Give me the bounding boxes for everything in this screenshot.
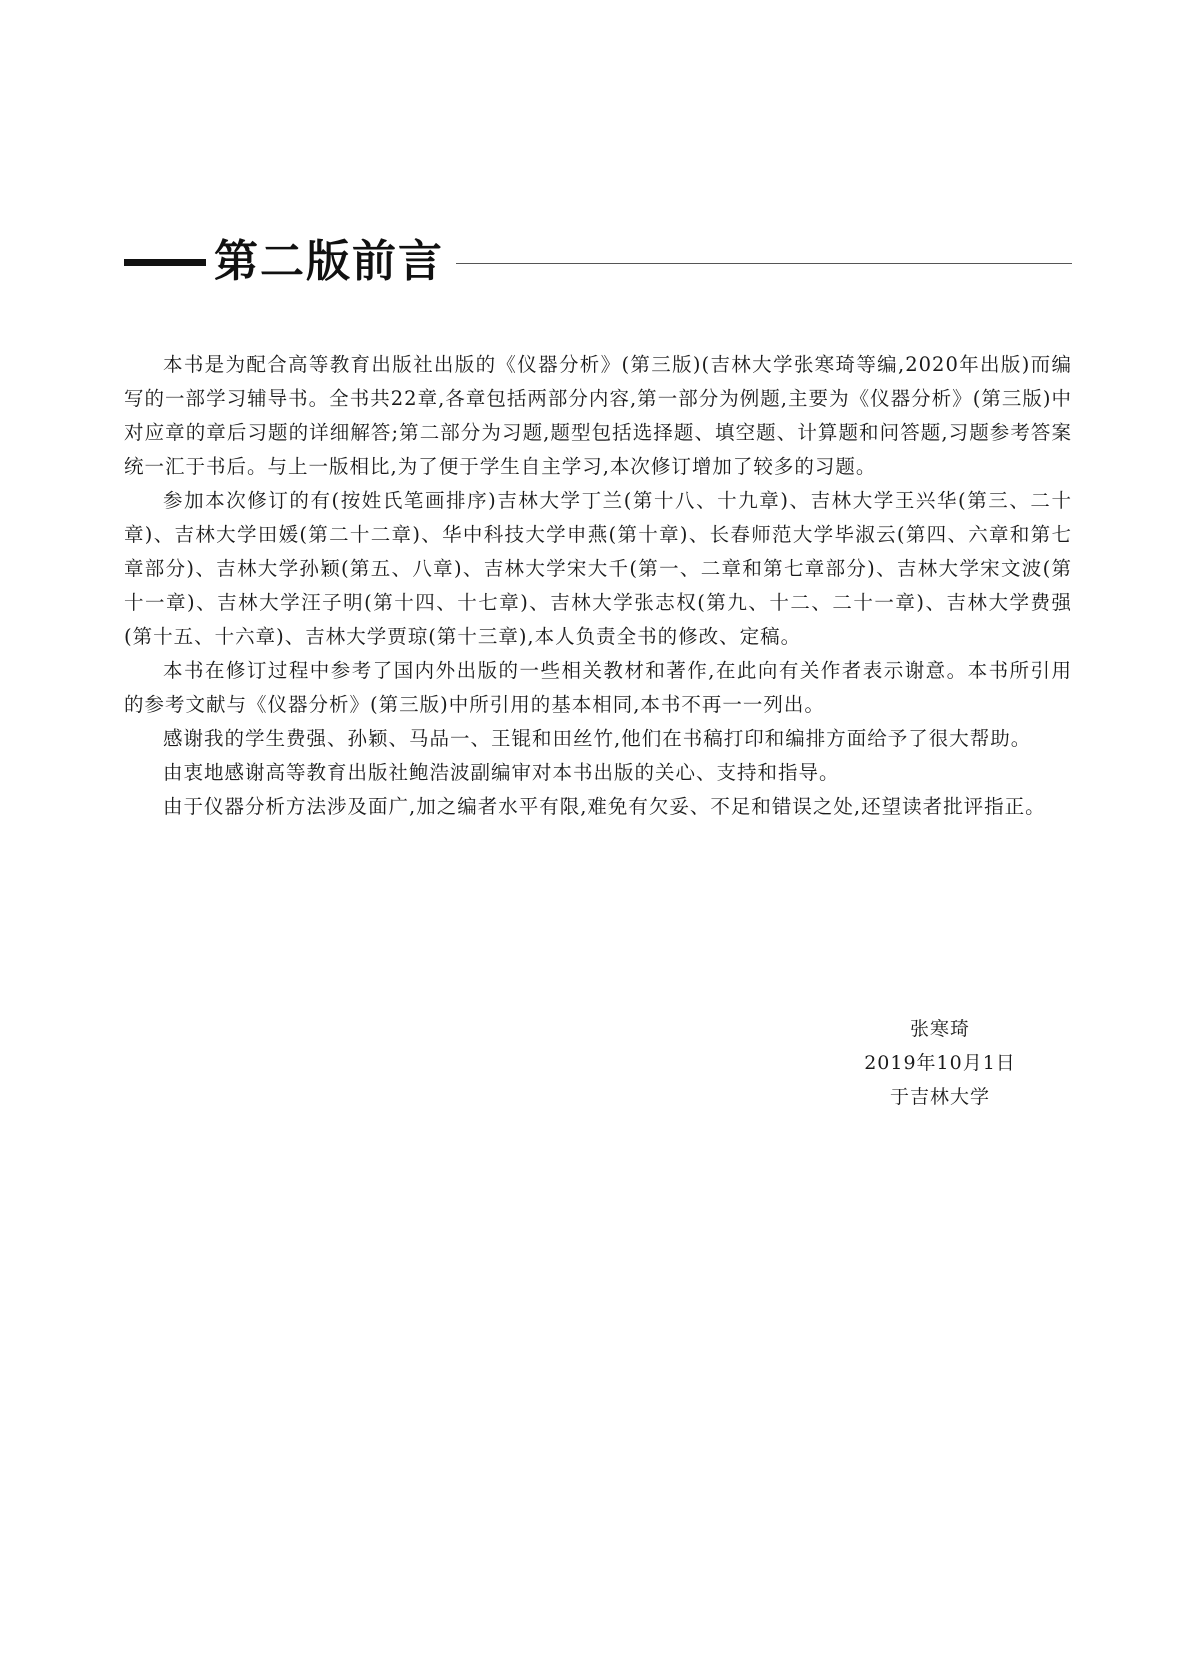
- paragraph-1: 本书是为配合高等教育出版社出版的《仪器分析》(第三版)(吉林大学张寒琦等编,2020年出版)而编写的一部学习辅导书。全书共22章,各章包括两部分内容,第一部分为例题,主要为《仪器分析》(第三版)中对应章的章后习题的详细解答;第二部分为习题,题型包括选择题、填空题、计算题和问答题,习题参考答案统一汇于书后。与上一版相比,为了便于学生自主学习,本次修订增加了较多的习题。: [124, 353, 1072, 478]
- paragraph-3: 本书在修订过程中参考了国内外出版的一些相关教材和著作,在此向有关作者表示谢意。本书所引用的参考文献与《仪器分析》(第三版)中所引用的基本相同,本书不再一一列出。: [124, 659, 1072, 716]
- heading-rule-divider: [456, 263, 1072, 264]
- preface-body: [124, 348, 1072, 824]
- paragraph-6: 由于仪器分析方法涉及面广,加之编者水平有限,难免有欠妥、不足和错误之处,还望读者批评指正。: [163, 795, 1046, 818]
- paragraph-4: 感谢我的学生费强、孙颖、马品一、王锟和田丝竹,他们在书稿打印和编排方面给予了很大帮助。: [163, 727, 1032, 750]
- page-title: 第二版前言: [214, 236, 444, 287]
- heading-bar-decoration: [124, 259, 206, 266]
- signature-author: 张寒琦: [909, 1018, 970, 1040]
- paragraph-2: 参加本次修订的有(按姓氏笔画排序)吉林大学丁兰(第十八、十九章)、吉林大学王兴华(第三、二十章)、吉林大学田媛(第二十二章)、华中科技大学申燕(第十章)、长春师范大学毕淑云(第四、六章和第七章部分)、吉林大学孙颖(第五、八章)、吉林大学宋大千(第一、二章和第七章部分)、吉林大学宋文波(第十一章)、吉林大学汪子明(第十四、十七章)、吉林大学张志权(第九、十二、二十一章)、吉林大学费强(第十五、十六章)、吉林大学贾琼(第十三章),本人负责全书的修改、定稿。: [124, 489, 1072, 648]
- preface-heading: [124, 232, 1072, 292]
- paragraph-5: 由衷地感谢高等教育出版社鲍浩波副编审对本书出版的关心、支持和指导。: [163, 761, 840, 784]
- signature-date: 2019年10月1日: [864, 1052, 1016, 1074]
- signature-block: [850, 1012, 1030, 1114]
- signature-place: 于吉林大学: [889, 1086, 990, 1108]
